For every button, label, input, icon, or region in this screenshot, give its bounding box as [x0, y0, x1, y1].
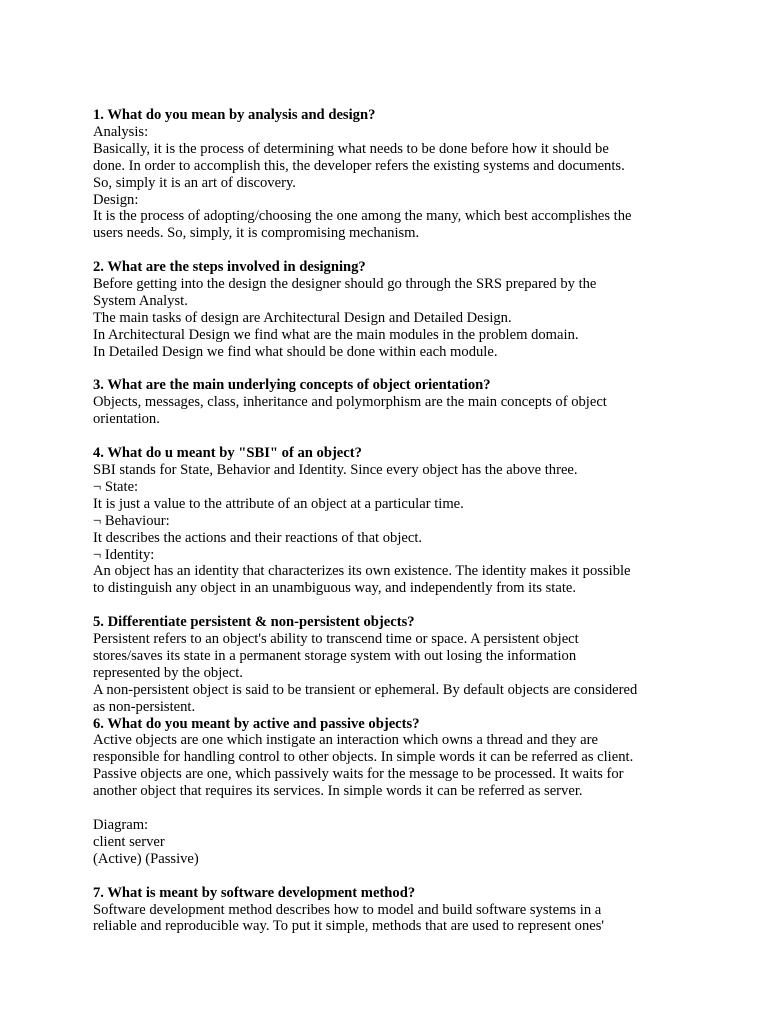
- answer-line: Basically, it is the process of determining what needs to be done before how it should be: [93, 140, 609, 157]
- section-spacer: [93, 361, 683, 378]
- answer-line: Before getting into the design the designer should go through the SRS prepared by the: [93, 276, 597, 293]
- question-heading: 6. What do you meant by active and passive objects?: [93, 715, 420, 732]
- bullet-line: ¬ Behaviour:: [93, 512, 170, 529]
- answer-line: users needs. So, simply, it is compromising mechanism.: [93, 225, 420, 242]
- question-heading: 4. What do u meant by "SBI" of an object?: [93, 445, 362, 462]
- section-7: [93, 885, 683, 936]
- answer-line: another object that requires its services. In simple words it can be referred as server.: [93, 783, 583, 800]
- answer-line: Analysis:: [93, 123, 149, 140]
- answer-line: as non-persistent.: [93, 698, 196, 715]
- document-page: [93, 107, 683, 935]
- answer-line: System Analyst.: [93, 292, 188, 309]
- answer-line: A non-persistent object is said to be transient or ephemeral. By default objects are considered: [93, 681, 638, 698]
- question-heading: 2. What are the steps involved in designing?: [93, 259, 366, 276]
- answer-line: In Architectural Design we find what are the main modules in the problem domain.: [93, 326, 579, 343]
- question-heading: 7. What is meant by software development method?: [93, 884, 416, 901]
- section-4: [93, 445, 683, 597]
- answer-line: responsible for handling control to other objects. In simple words it can be referred as client.: [93, 749, 634, 766]
- answer-line: Passive objects are one, which passively waits for the message to be processed. It waits for: [93, 766, 624, 783]
- answer-line: It is the process of adopting/choosing the one among the many, which best accomplishes the: [93, 208, 632, 225]
- answer-line: Active objects are one which instigate an interaction which owns a thread and they are: [93, 732, 598, 749]
- answer-line: reliable and reproducible way. To put it simple, methods that are used to represent ones': [93, 918, 605, 935]
- answer-line: Objects, messages, class, inheritance and polymorphism are the main concepts of object: [93, 394, 607, 411]
- question-heading: 5. Differentiate persistent & non-persistent objects?: [93, 614, 415, 631]
- section-2: [93, 259, 683, 360]
- section-spacer: [93, 428, 683, 445]
- answer-line: Persistent refers to an object's ability to transcend time or space. A persistent object: [93, 631, 579, 648]
- section-spacer: [93, 597, 683, 614]
- answer-line: The main tasks of design are Architectural Design and Detailed Design.: [93, 309, 512, 326]
- diagram-label: Diagram:: [93, 816, 149, 833]
- answer-line: to distinguish any object in an unambiguous way, and independently from its state.: [93, 580, 576, 597]
- answer-line: Design:: [93, 191, 139, 208]
- question-heading: 3. What are the main underlying concepts of object orientation?: [93, 377, 491, 394]
- section-spacer: [93, 868, 683, 885]
- section-5: [93, 614, 683, 715]
- answer-line: stores/saves its state in a permanent storage system with out losing the information: [93, 647, 577, 664]
- answer-line: SBI stands for State, Behavior and Identity. Since every object has the above three.: [93, 461, 578, 478]
- bullet-line: ¬ State:: [93, 478, 139, 495]
- section-6: [93, 716, 683, 868]
- diagram-line: (Active) (Passive): [93, 850, 199, 867]
- answer-line: orientation.: [93, 411, 160, 428]
- blank-line: [93, 800, 683, 817]
- answer-line: An object has an identity that characterizes its own existence. The identity makes it possible: [93, 563, 631, 580]
- section-3: [93, 377, 683, 428]
- answer-line: done. In order to accomplish this, the developer refers the existing systems and documents.: [93, 157, 625, 174]
- section-1: [93, 107, 683, 242]
- diagram-line: client server: [93, 833, 165, 850]
- answer-line: So, simply it is an art of discovery.: [93, 174, 296, 191]
- section-spacer: [93, 242, 683, 259]
- answer-line: It is just a value to the attribute of an object at a particular time.: [93, 495, 464, 512]
- question-heading: 1. What do you mean by analysis and design?: [93, 107, 376, 123]
- answer-line: In Detailed Design we find what should be done within each module.: [93, 343, 498, 360]
- answer-line: It describes the actions and their reactions of that object.: [93, 529, 423, 546]
- answer-line: Software development method describes how to model and build software systems in a: [93, 901, 602, 918]
- bullet-line: ¬ Identity:: [93, 546, 155, 563]
- answer-line: represented by the object.: [93, 664, 243, 681]
